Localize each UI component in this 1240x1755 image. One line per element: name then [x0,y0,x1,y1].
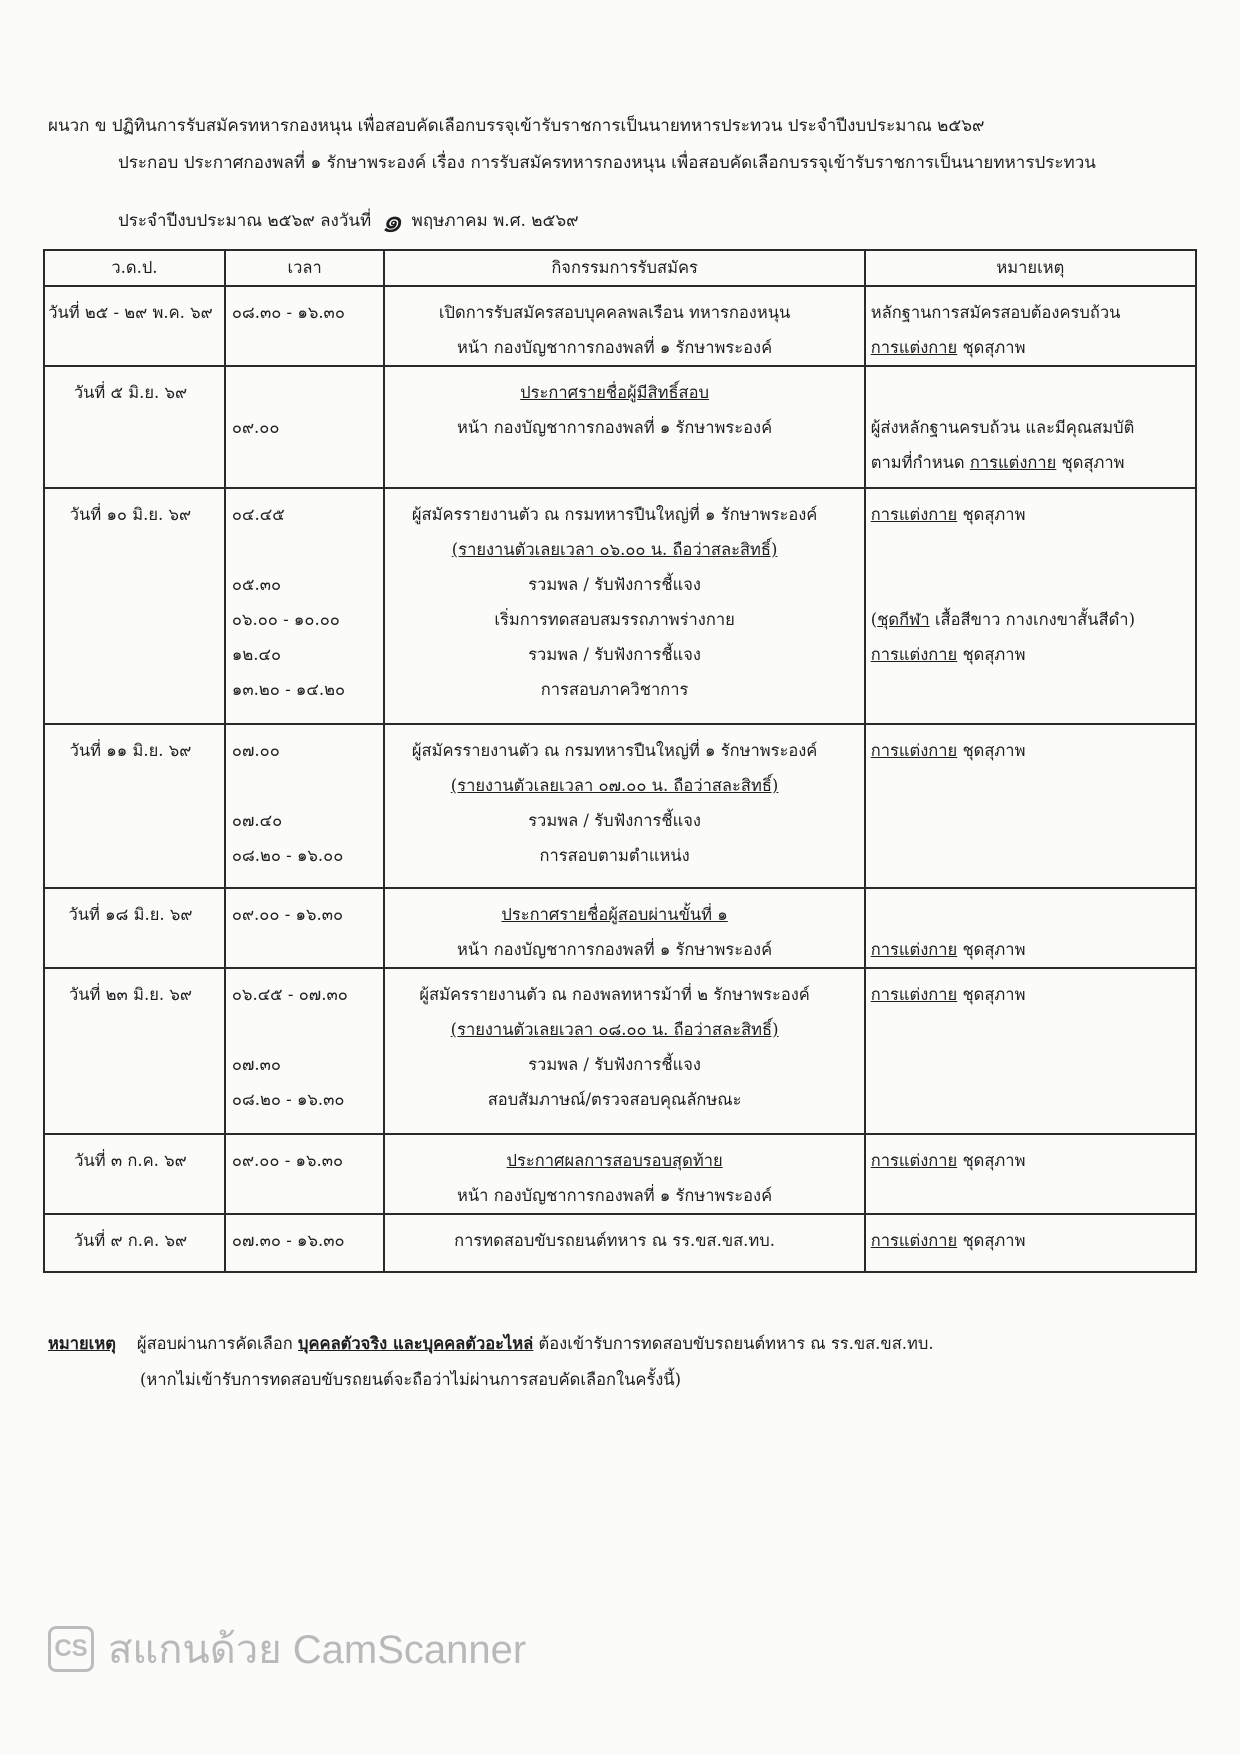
underlined-term: การแต่งกาย [969,453,1057,472]
row-activities-line: ผู้สมัครรายงานตัว ณ กรมทหารปืนใหญ่ที่ ๑ รักษาพระองค์ [411,741,818,760]
row-times-line [226,768,384,803]
row-date-line: วันที่ ๒๕ - ๒๙ พ.ค. ๖๙ [48,303,213,322]
row-remarks [865,968,1196,1134]
row-remarks-line: การแต่งกาย ชุดสุภาพ [870,1231,1026,1250]
row-date [44,1214,225,1272]
row-times-line: ๐๗.๔๐ [231,811,283,830]
row-times-line: ๐๖.๔๕ - ๐๗.๓๐ [231,985,348,1004]
row-times [225,366,385,488]
row-activities-line: ผู้สมัครรายงานตัว ณ กองพลทหารม้าที่ ๒ รักษาพระองค์ [419,985,810,1004]
table-row [44,1214,1196,1272]
row-times [225,724,385,888]
row-activities-line: รวมพล / รับฟังการชี้แจง [528,811,701,830]
row-date-line: วันที่ ๕ มิ.ย. ๖๙ [73,383,188,402]
row-remarks [865,1214,1196,1272]
row-remarks [865,488,1196,724]
underlined-term: การแต่งกาย [870,505,958,524]
row-times-line [226,375,384,410]
row-times-line: ๐๕.๓๐ [231,575,282,594]
row-date [44,1134,225,1214]
camscanner-watermark [48,1617,526,1681]
row-activities-line: เริ่มการทดสอบสมรรถภาพร่างกาย [494,610,735,629]
row-activities [384,286,864,366]
row-remarks-line [866,672,1195,707]
row-activities-line: ประกาศรายชื่อผู้มีสิทธิ์สอบ [520,383,710,402]
table-row [44,724,1196,888]
footnote [48,1326,934,1398]
row-times-line: ๐๘.๒๐ - ๑๖.๓๐ [231,1090,345,1109]
row-activities-line: เปิดการรับสมัครสอบบุคคลพลเรือน ทหารกองหนุน [438,303,791,322]
row-date-line: วันที่ ๑๘ มิ.ย. ๖๙ [68,905,193,924]
row-activities-line: ประกาศรายชื่อผู้สอบผ่านขั้นที่ ๑ [501,905,728,924]
row-activities-line: (รายงานตัวเลยเวลา ๐๗.๐๐ น. ถือว่าสละสิทธิ์) [450,776,779,795]
camscanner-icon: CS [48,1626,94,1672]
row-times [225,888,385,968]
footnote-text-a: ผู้สอบผ่านการคัดเลือก [136,1334,293,1353]
row-times-line [226,532,384,567]
row-times-line: ๐๘.๓๐ - ๑๖.๓๐ [231,303,345,322]
row-activities-line: ผู้สมัครรายงานตัว ณ กรมทหารปืนใหญ่ที่ ๑ รักษาพระองค์ [411,505,818,524]
annex-date-line [118,187,579,241]
table-row [44,888,1196,968]
row-activities-line: รวมพล / รับฟังการชี้แจง [528,1055,701,1074]
row-times [225,488,385,724]
row-remarks-line: การแต่งกาย ชุดสุภาพ [870,338,1026,357]
date-line-suffix: พฤษภาคม พ.ศ. ๒๕๖๙ [411,211,579,231]
footnote-line-2: (หากไม่เข้ารับการทดสอบขับรถยนต์จะถือว่าไม่ผ่านการสอบคัดเลือกในครั้งนี้) [140,1370,682,1389]
table-row [44,968,1196,1134]
underlined-term: การแต่งกาย [870,1231,958,1250]
table-row [44,1134,1196,1214]
footnote-text-b: ต้องเข้ารับการทดสอบขับรถยนต์ทหาร ณ รร.ขส.ขส.ทบ. [538,1334,934,1353]
schedule-table [43,249,1197,1273]
row-remarks [865,366,1196,488]
row-times-line: ๐๘.๒๐ - ๑๖.๐๐ [231,846,344,865]
row-times-line: ๑๒.๔๐ [231,645,282,664]
header-activity: กิจกรรมการรับสมัคร [384,250,864,286]
row-activities-line: หน้า กองบัญชาการกองพลที่ ๑ รักษาพระองค์ [457,338,773,357]
date-line-prefix: ประจำปีงบประมาณ ๒๕๖๙ ลงวันที่ [118,211,372,231]
row-remarks-line: การแต่งกาย ชุดสุภาพ [870,505,1026,524]
row-activities [384,488,864,724]
annex-reference-line: ประกอบ ประกาศกองพลที่ ๑ รักษาพระองค์ เรื่อง การรับสมัครทหารกองหนุน เพื่อสอบคัดเลือกบรรจุเข้ารับราชการเป็นนายทหารประทวน [118,153,1096,173]
row-times-line: ๐๔.๔๕ [231,505,285,524]
row-date-line: วันที่ ๒๓ มิ.ย. ๖๙ [69,985,192,1004]
row-remarks [865,286,1196,366]
row-date [44,488,225,724]
row-remarks-line: การแต่งกาย ชุดสุภาพ [870,645,1026,664]
row-times-line: ๐๗.๓๐ - ๑๖.๓๐ [231,1231,345,1250]
table-row [44,286,1196,366]
row-activities [384,888,864,968]
row-activities-line: หน้า กองบัญชาการกองพลที่ ๑ รักษาพระองค์ [457,940,773,959]
row-activities-line: (รายงานตัวเลยเวลา ๐๖.๐๐ น. ถือว่าสละสิทธิ์) [451,540,778,559]
underlined-term: การแต่งกาย [870,645,958,664]
row-activities-line: ประกาศผลการสอบรอบสุดท้าย [506,1151,723,1170]
row-remarks [865,1134,1196,1214]
row-date-line: วันที่ ๙ ก.ค. ๖๙ [73,1231,188,1250]
row-date [44,968,225,1134]
underlined-term: การแต่งกาย [870,338,958,357]
row-remarks-line: การแต่งกาย ชุดสุภาพ [870,1151,1026,1170]
row-times-line: ๑๓.๒๐ - ๑๔.๒๐ [231,680,346,699]
row-activities-line: การสอบภาควิชาการ [540,680,689,699]
row-date [44,286,225,366]
row-remarks-line: การแต่งกาย ชุดสุภาพ [870,741,1026,760]
row-remarks-line [866,567,1195,602]
row-times-line [226,1012,384,1047]
row-remarks-line: หลักฐานการสมัครสอบต้องครบถ้วน [870,303,1121,322]
row-activities-line: หน้า กองบัญชาการกองพลที่ ๑ รักษาพระองค์ [457,1186,773,1205]
row-remarks-line [866,532,1195,567]
row-date-line: วันที่ ๑๑ มิ.ย. ๖๙ [69,741,192,760]
row-activities-line: การสอบตามตำแหน่ง [539,846,690,865]
row-date [44,366,225,488]
footnote-text-underlined: บุคคลตัวจริง และบุคคลตัวอะไหล่ [298,1334,534,1353]
row-activities-line: รวมพล / รับฟังการชี้แจง [528,575,701,594]
header-remarks: หมายเหตุ [865,250,1196,286]
row-times-line: ๐๗.๓๐ [231,1055,281,1074]
underlined-term: การแต่งกาย [870,985,958,1004]
row-times-line: ๐๙.๐๐ [231,418,280,437]
row-remarks-line: ผู้ส่งหลักฐานครบถ้วน และมีคุณสมบัติ [870,418,1135,437]
row-remarks-line: ตามที่กำหนด การแต่งกาย ชุดสุภาพ [870,453,1125,472]
header-time: เวลา [225,250,385,286]
header-date: ว.ด.ป. [44,250,225,286]
row-activities-line: หน้า กองบัญชาการกองพลที่ ๑ รักษาพระองค์ [457,418,773,437]
row-date [44,724,225,888]
row-date-line: วันที่ ๑๐ มิ.ย. ๖๙ [69,505,192,524]
row-activities-line: รวมพล / รับฟังการชี้แจง [528,645,701,664]
row-times [225,1214,385,1272]
row-remarks-line: การแต่งกาย ชุดสุภาพ [870,940,1026,959]
row-date-line: วันที่ ๓ ก.ค. ๖๙ [74,1151,187,1170]
underlined-term: การแต่งกาย [870,741,958,760]
underlined-term: การแต่งกาย [870,1151,958,1170]
annex-title: ผนวก ข ปฏิทินการรับสมัครทหารกองหนุน เพื่อสอบคัดเลือกบรรจุเข้ารับราชการเป็นนายทหารประทวน ประจำปีงบประมาณ ๒๕๖๙ [48,116,985,136]
handwritten-day: ๑ [380,201,403,241]
row-times-line: ๐๙.๐๐ - ๑๖.๓๐ [231,905,344,924]
table-header-row [44,250,1196,286]
table-row [44,366,1196,488]
row-remarks-line: การแต่งกาย ชุดสุภาพ [870,985,1026,1004]
row-date [44,888,225,968]
row-activities [384,1134,864,1214]
row-remarks [865,888,1196,968]
row-times [225,968,385,1134]
footnote-label: หมายเหตุ [48,1334,116,1353]
row-times-line: ๐๙.๐๐ - ๑๖.๓๐ [231,1151,344,1170]
table-row [44,488,1196,724]
camscanner-text: สแกนด้วย CamScanner [108,1628,527,1672]
row-times [225,1134,385,1214]
row-activities-line: สอบสัมภาษณ์/ตรวจสอบคุณลักษณะ [487,1090,742,1109]
row-times-line: ๐๖.๐๐ - ๑๐.๐๐ [231,610,340,629]
row-times-line: ๐๗.๐๐ [231,741,280,760]
row-remarks-line [866,375,1195,410]
row-activities [384,1214,864,1272]
row-times [225,286,385,366]
row-activities [384,366,864,488]
row-activities [384,968,864,1134]
row-activities [384,724,864,888]
row-remarks-line: (ชุดกีฬา เสื้อสีขาว กางเกงขาสั้นสีดำ) [870,610,1136,629]
row-remarks-line [866,897,1195,932]
row-remarks [865,724,1196,888]
underlined-term: การแต่งกาย [870,940,958,959]
row-activities-line: (รายงานตัวเลยเวลา ๐๘.๐๐ น. ถือว่าสละสิทธิ์) [450,1020,779,1039]
underlined-term: ชุดกีฬา [877,610,930,629]
row-activities-line: การทดสอบขับรถยนต์ทหาร ณ รร.ขส.ขส.ทบ. [454,1231,776,1250]
